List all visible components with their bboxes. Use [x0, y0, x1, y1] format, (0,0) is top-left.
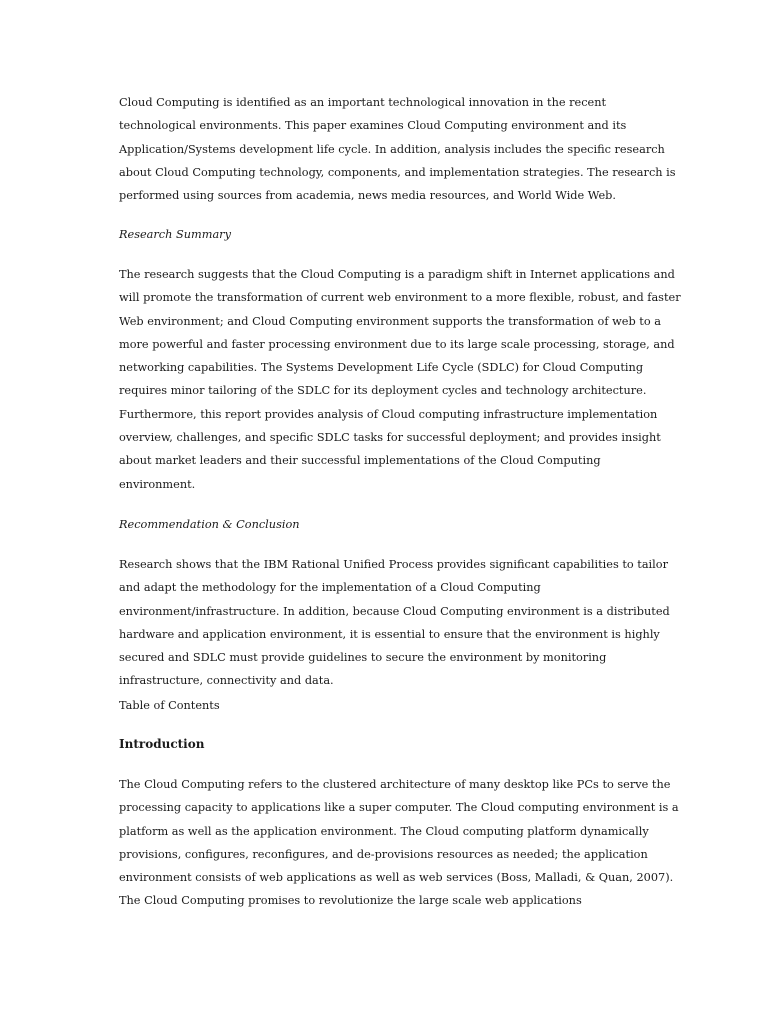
text-line: The Cloud Computing promises to revolutionize the large scale web applications — [119, 894, 582, 908]
research-summary-heading: Research Summary — [119, 228, 231, 241]
text-line: platform as well as the application environment. The Cloud computing platform dynamically — [119, 824, 649, 838]
recommendation-paragraph — [119, 553, 670, 693]
text-line: networking capabilities. The Systems Development Life Cycle (SDLC) for Cloud Computing — [119, 361, 644, 375]
text-line: Cloud Computing is identified as an important technological innovation in the recent — [119, 96, 607, 109]
text-line: hardware and application environment, it is essential to ensure that the environment is highly — [119, 627, 660, 641]
text-line: overview, challenges, and specific SDLC tasks for successful deployment; and provides insight — [119, 431, 661, 445]
introduction-heading: Introduction — [119, 737, 205, 751]
text-line: environment consists of web applications as well as web services (Boss, Malladi, & Quan, 2007). — [119, 871, 674, 885]
research-summary-paragraph — [119, 263, 681, 496]
abstract-paragraph — [119, 91, 676, 207]
text-line: environment/infrastructure. In addition, because Cloud Computing environment is a distributed — [119, 604, 670, 618]
text-line: Web environment; and Cloud Computing environment supports the transformation of web to a — [119, 314, 661, 328]
text-line: technological environments. This paper examines Cloud Computing environment and its — [119, 119, 627, 133]
recommendation-heading: Recommendation & Conclusion — [119, 518, 300, 531]
text-line: will promote the transformation of current web environment to a more flexible, robust, and faster — [119, 291, 681, 305]
introduction-paragraph — [119, 773, 679, 913]
text-line: secured and SDLC must provide guidelines to secure the environment by monitoring — [119, 651, 607, 665]
text-line: The research suggests that the Cloud Computing is a paradigm shift in Internet applications and — [119, 268, 675, 281]
table-of-contents-label: Table of Contents — [119, 699, 220, 712]
text-line: requires minor tailoring of the SDLC for its deployment cycles and technology architecture. — [119, 384, 647, 398]
text-line: environment. — [119, 477, 196, 491]
text-line: The Cloud Computing refers to the clustered architecture of many desktop like PCs to serve the — [119, 778, 671, 791]
text-line: Research shows that the IBM Rational Unified Process provides significant capabilities to tailor — [119, 558, 668, 571]
text-line: and adapt the methodology for the implementation of a Cloud Computing — [119, 581, 541, 595]
text-line: Furthermore, this report provides analysis of Cloud computing infrastructure implementation — [119, 407, 658, 421]
text-line: infrastructure, connectivity and data. — [119, 674, 334, 688]
text-line: performed using sources from academia, news media resources, and World Wide Web. — [119, 189, 617, 203]
text-line: more powerful and faster processing environment due to its large scale processing, storage, and — [119, 337, 675, 351]
text-line: about market leaders and their successful implementations of the Cloud Computing — [119, 454, 601, 468]
text-line: provisions, configures, reconfigures, and de-provisions resources as needed; the application — [119, 847, 648, 861]
text-line: processing capacity to applications like a super computer. The Cloud computing environment is a — [119, 801, 679, 815]
text-line: about Cloud Computing technology, components, and implementation strategies. The research is — [119, 165, 676, 179]
text-line: Application/Systems development life cycle. In addition, analysis includes the specific research — [119, 142, 665, 156]
